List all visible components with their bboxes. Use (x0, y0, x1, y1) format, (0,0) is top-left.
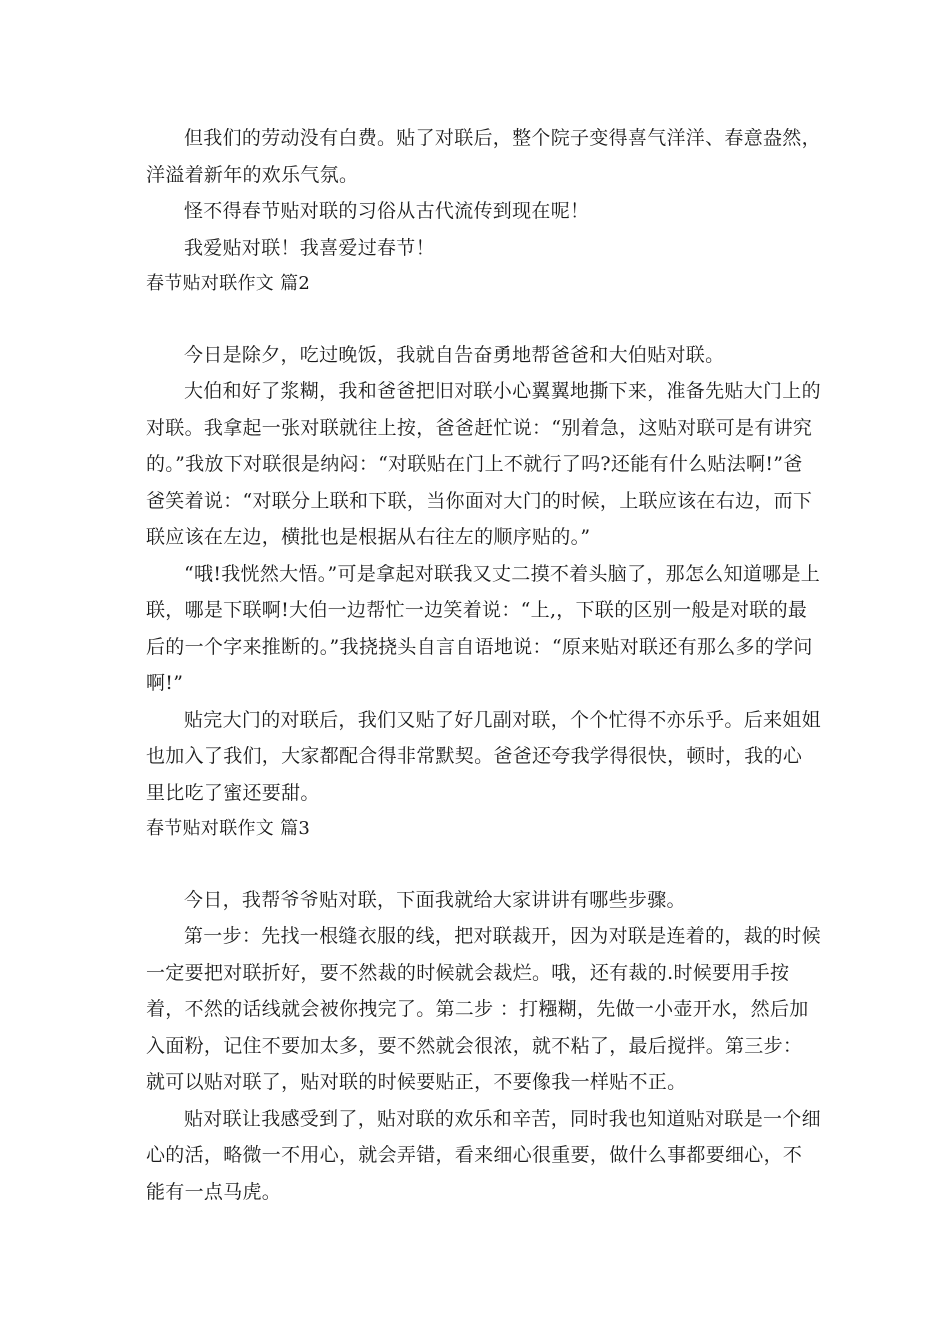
paragraph: 我爱贴对联！我喜爱过春节！ (184, 236, 435, 259)
paragraph: 今日是除夕，吃过晚饭，我就自告奋勇地帮爸爸和大伯贴对联。 (184, 343, 725, 366)
paragraph: 贴完大门的对联后，我们又贴了好几副对联，个个忙得不亦乐乎。后来姐姐也加入了我们，大家都配合得非常默契。爸爸还夸我学得很快，顿时，我的心里比吃了蜜还要甜。 (146, 708, 821, 804)
spacer (146, 848, 821, 882)
section-heading: 春节贴对联作文 篇3 (146, 818, 311, 839)
paragraph: 怪不得春节贴对联的习俗从古代流传到现在呢！ (184, 200, 590, 222)
paragraph: 贴对联让我感受到了，贴对联的欢乐和辛苦，同时我也知道贴对联是一个细心的活，略微一不用心，就会弄错，看来细心很重要，做什么事都要细心，不能有一点马虎。 (146, 1107, 821, 1203)
paragraph: “哦!我恍然大悟。”可是拿起对联我又丈二摸不着头脑了，那怎么知道哪是上联，哪是下联啊!大伯一边帮忙一边笑着说：“上,，下联的区别一般是对联的最后的一个字来推断的。”我挠挠头自言自语地说：“原来贴对联还有那么多的学问啊!” (146, 562, 821, 694)
paragraph: 大伯和好了浆糊，我和爸爸把旧对联小心翼翼地撕下来，准备先贴大门上的对联。我拿起一张对联就往上按，爸爸赶忙说：“别着急，这贴对联可是有讲究的。”我放下对联很是纳闷：“对联贴在门上不就行了吗?还能有什么贴法啊!”爸爸笑着说：“对联分上联和下联，当你面对大门的时候，上联应该在右边，而下联应该在左边，横批也是根据从右往左的顺序贴的。” (146, 380, 821, 548)
section-heading: 春节贴对联作文 篇2 (146, 273, 311, 294)
document-page (146, 120, 821, 1210)
paragraph: 但我们的劳动没有白费。贴了对联后，整个院子变得喜气洋洋、春意盎然，洋溢着新年的欢乐气氛。 (146, 127, 821, 186)
paragraph: 今日，我帮爷爷贴对联，下面我就给大家讲讲有哪些步骤。 (184, 888, 686, 911)
paragraph: 第一步：先找一根缝衣服的线，把对联裁开，因为对联是连着的，裁的时候一定要把对联折好，要不然裁的时候就会裁烂。哦，还有裁的.时候要用手按着，不然的话线就会被你拽完了。第二步 ：打糨糊，先做一小壶开水，然后加入面粉，记住不要加太多，要不然就会很浓，就不粘了，最后搅拌。第三步：就可以贴对联了，贴对联的时候要贴正，不要像我一样贴不正。 (146, 925, 821, 1093)
spacer (146, 303, 821, 337)
